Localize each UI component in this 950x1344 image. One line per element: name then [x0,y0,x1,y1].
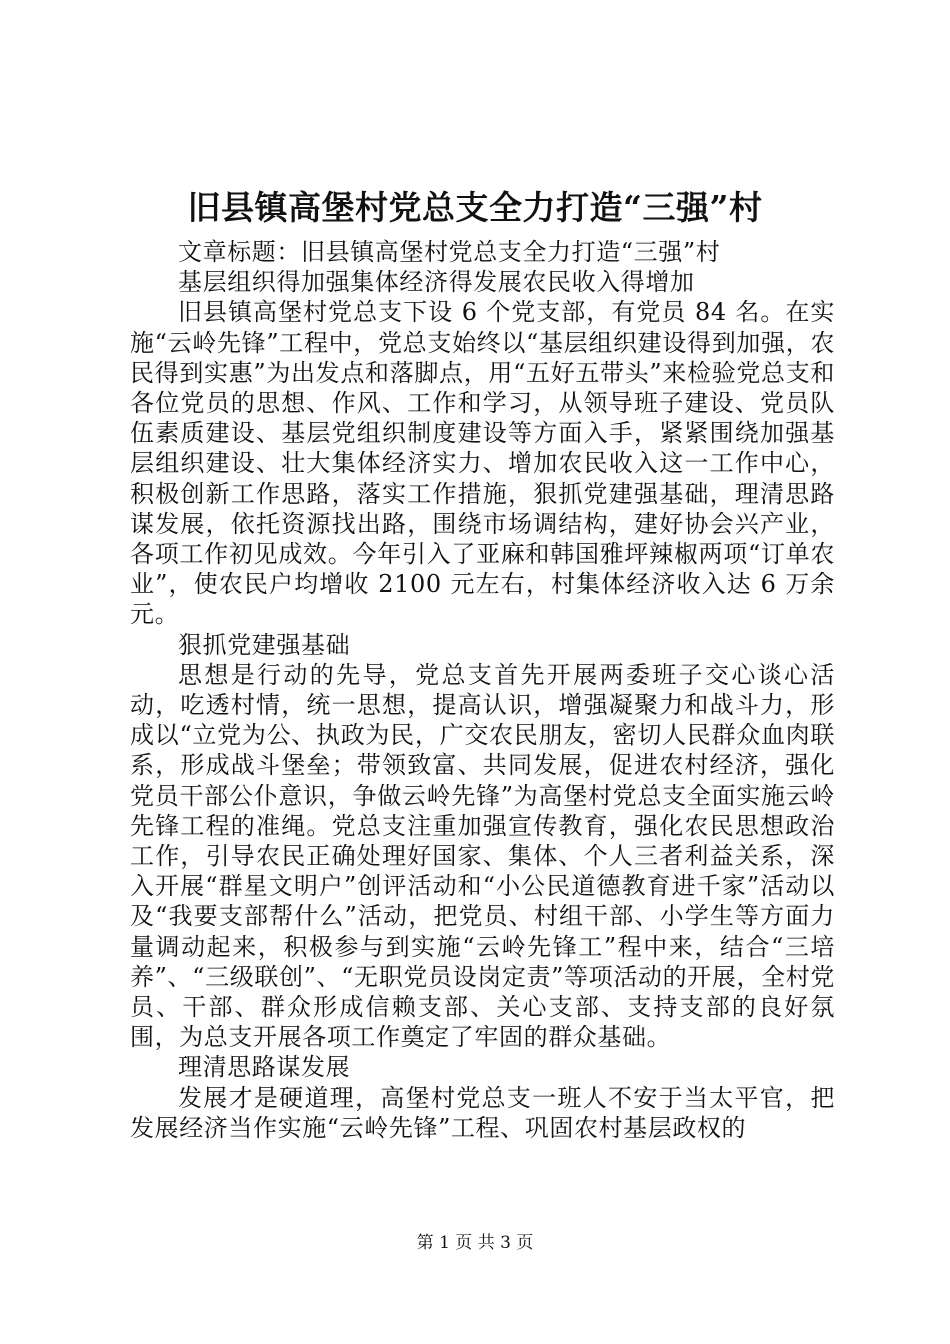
document-title: 旧县镇高堡村党总支全力打造“三强”村 [187,188,763,227]
section-heading-development: 理清思路谋发展 [178,1053,351,1082]
paragraph-development: 发展才是硬道理，高堡村党总支一班人不安于当太平官，把发展经济当作实施“云岭先锋”工程、巩固农村基层政权的 [130,1083,835,1142]
paragraph-party-building: 思想是行动的先导，党总支首先开展两委班子交心谈心活动，吃透村情，统一思想，提高认识，增强凝聚力和战斗力，形成以“立党为公、执政为民，广交农民朋友，密切人民群众血肉联系，形成战斗堡垒；带领致富、共同发展，促进农村经济，强化党员干部公仆意识，争做云岭先锋”为高堡村党总支全面实施云岭先锋工程的准绳。党总支注重加强宣传教育，强化农民思想政治工作，引导农民正确处理好国家、集体、个人三者利益关系，深入开展“群星文明户”创评活动和“小公民道德教育进千家”活动以及“我要支部帮什么”活动，把党员、村组干部、小学生等方面力量调动起来，积极参与到实施“云岭先锋工”程中来，结合“三培养”、“三级联创”、“无职党员设岗定责”等项活动的开展，全村党员、干部、群众形成信赖支部、关心支部、支持支部的良好氛围，为总支开展各项工作奠定了牢固的群众基础。 [130,660,835,1052]
subtitle-line: 基层组织得加强集体经济得发展农民收入得增加 [178,268,695,297]
page-footer: 第 1 页 共 3 页 [416,1233,534,1253]
article-title-line: 文章标题：旧县镇高堡村党总支全力打造“三强”村 [178,238,721,266]
section-heading-party-building: 狠抓党建强基础 [178,630,351,659]
document-body [130,237,835,1143]
paragraph-intro: 旧县镇高堡村党总支下设 6 个党支部，有党员 84 名。在实施“云岭先锋”工程中，党总支始终以“基层组织建设得到加强，农民得到实惠”为出发点和落脚点，用“五好五带头”来检验党总支和各位党员的思想、作风、工作和学习，从领导班子建设、党员队伍素质建设、基层党组织制度建设等方面入手，紧紧围绕加强基层组织建设、壮大集体经济实力、增加农民收入这一工作中心，积极创新工作思路，落实工作措施，狠抓党建强基础，理清思路谋发展，依托资源找出路，围绕市场调结构，建好协会兴产业，各项工作初见成效。今年引入了亚麻和韩国雅坪辣椒两项“订单农业”，使农民户均增收 2100 元左右，村集体经济收入达 6 万余元。 [130,298,835,629]
